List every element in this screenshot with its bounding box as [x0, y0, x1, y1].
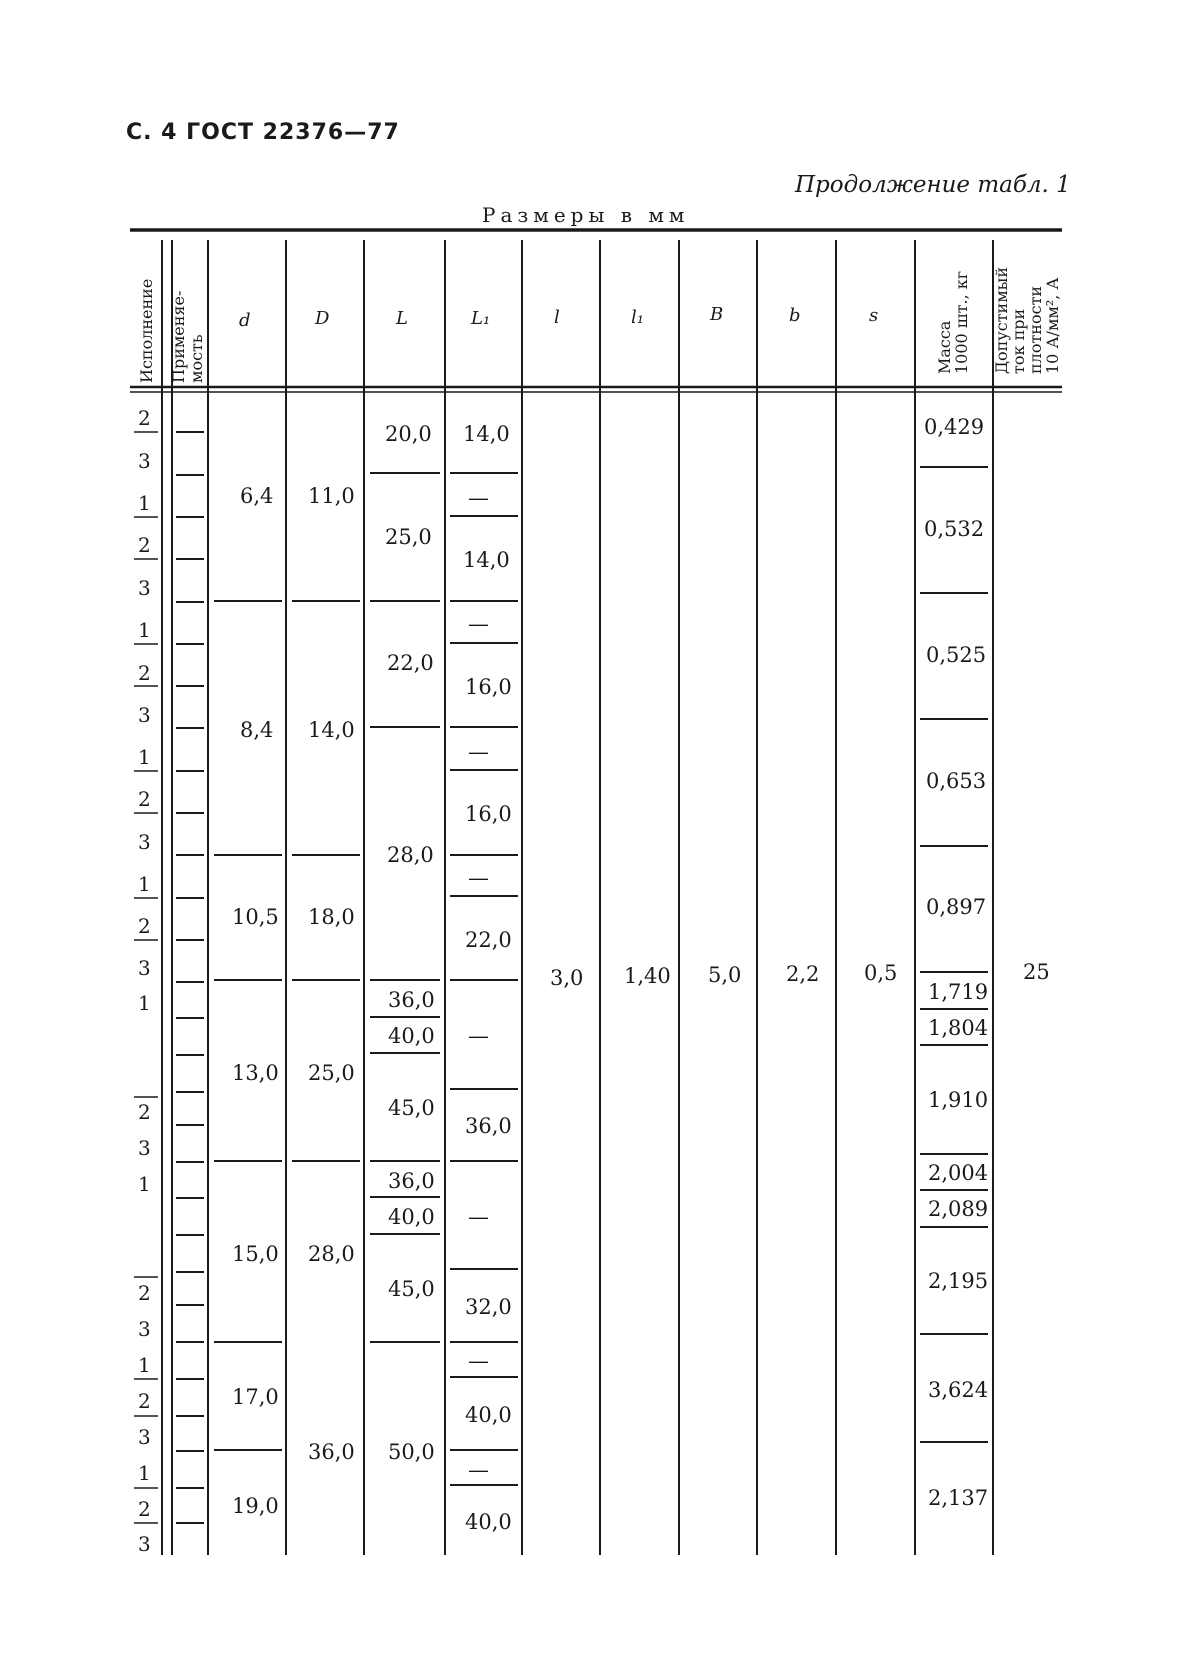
col-header-massa-1: Масса [935, 320, 954, 374]
tok-cell: 25 [1023, 960, 1050, 984]
col-header-tok-1: Допустимый [992, 266, 1011, 374]
ispolnenie-cell: 3 [138, 956, 151, 980]
ispolnenie-cell: 1 [138, 1461, 151, 1485]
ispolnenie-cell: 2 [138, 1497, 151, 1521]
ispolnenie-cell: 2 [138, 406, 151, 430]
col-header-L1: L₁ [471, 308, 491, 329]
B-cell: 5,0 [708, 963, 742, 987]
ispolnenie-cell: 3 [138, 1136, 151, 1160]
b-cell: 2,2 [786, 962, 820, 986]
ispolnenie-cell: 1 [138, 1172, 151, 1196]
ispolnenie-cell: 1 [138, 745, 151, 769]
col-header-primenyaemost-2: мость [187, 334, 206, 383]
ispolnenie-cell: 1 [138, 1353, 151, 1377]
massa-cell: 0,532 [924, 517, 985, 541]
L1-cell: 14,0 [463, 422, 510, 446]
col-header-L: L [396, 308, 408, 329]
L1-cell: 36,0 [465, 1114, 512, 1138]
massa-cell: 1,719 [928, 980, 989, 1004]
ispolnenie-cell: 2 [138, 661, 151, 685]
ispolnenie-cell: 3 [138, 1317, 151, 1341]
ispolnenie-cell: 2 [138, 914, 151, 938]
col-header-primenyaemost-1: Применяе- [169, 290, 188, 383]
L-cell: 22,0 [387, 651, 434, 675]
massa-cell: 0,897 [926, 895, 987, 919]
d-cell: 17,0 [232, 1385, 279, 1409]
ispolnenie-cell: 2 [138, 787, 151, 811]
D-cell: 28,0 [308, 1242, 355, 1266]
col-header-tok-2: ток при [1009, 308, 1028, 374]
ispolnenie-cell: 3 [138, 1425, 151, 1449]
L1-cell: — [468, 866, 489, 890]
D-cell: 25,0 [308, 1061, 355, 1085]
col-header-ispolnenie: Исполнение [137, 278, 156, 383]
D-cell: 11,0 [308, 484, 355, 508]
s-cell: 0,5 [864, 961, 898, 985]
ispolnenie-cell: 3 [138, 703, 151, 727]
massa-cell: 0,653 [926, 769, 987, 793]
L1-cell: 32,0 [465, 1295, 512, 1319]
d-cell: 15,0 [232, 1242, 279, 1266]
L-cell: 50,0 [388, 1440, 435, 1464]
L1-cell: — [468, 1024, 489, 1048]
D-cell: 14,0 [308, 718, 355, 742]
massa-cell: 1,910 [928, 1088, 989, 1112]
col-header-l: l [554, 307, 560, 328]
D-cell: 18,0 [308, 905, 355, 929]
L1-cell: — [468, 612, 489, 636]
ispolnenie-cell: 3 [138, 1532, 151, 1556]
ispolnenie-cell: 3 [138, 449, 151, 473]
d-cell: 6,4 [240, 484, 274, 508]
ispolnenie-cell: 2 [138, 533, 151, 557]
L-cell: 40,0 [388, 1024, 435, 1048]
ispolnenie-cell: 3 [138, 830, 151, 854]
L1-cell: 40,0 [465, 1510, 512, 1534]
l-cell: 3,0 [550, 966, 584, 990]
massa-cell: 2,195 [928, 1269, 989, 1293]
L-cell: 36,0 [388, 988, 435, 1012]
L-cell: 45,0 [388, 1096, 435, 1120]
col-header-s: s [869, 305, 879, 326]
massa-cell: 0,525 [926, 643, 987, 667]
L1-cell: 14,0 [463, 548, 510, 572]
L1-cell: — [468, 1458, 489, 1482]
ispolnenie-cell: 2 [138, 1100, 151, 1124]
ispolnenie-cell: 2 [138, 1281, 151, 1305]
d-cell: 8,4 [240, 718, 274, 742]
col-header-b: b [789, 305, 801, 326]
ispolnenie-cell: 1 [138, 991, 151, 1015]
ispolnenie-cell: 2 [138, 1389, 151, 1413]
ispolnenie-cell: 1 [138, 618, 151, 642]
table-continuation-label: Продолжение табл. 1 [795, 172, 1071, 198]
L-cell: 28,0 [387, 843, 434, 867]
d-cell: 13,0 [232, 1061, 279, 1085]
massa-cell: 3,624 [928, 1378, 989, 1402]
L1-cell: 16,0 [465, 802, 512, 826]
massa-cell: 1,804 [928, 1016, 989, 1040]
D-cell: 36,0 [308, 1440, 355, 1464]
L1-cell: — [468, 486, 489, 510]
col-header-tok-3: плотности [1026, 285, 1045, 374]
l1-cell: 1,40 [624, 964, 671, 988]
massa-cell: 2,137 [928, 1486, 989, 1510]
L1-cell: 22,0 [465, 928, 512, 952]
L-cell: 25,0 [385, 525, 432, 549]
page-header: С. 4 ГОСТ 22376—77 [126, 120, 400, 145]
L1-cell: — [468, 1205, 489, 1229]
col-header-l1: l₁ [631, 307, 644, 328]
units-caption: Размеры в мм [482, 203, 690, 227]
col-header-tok-4: 10 А/мм², А [1043, 277, 1062, 374]
L-cell: 36,0 [388, 1169, 435, 1193]
L-cell: 45,0 [388, 1277, 435, 1301]
massa-cell: 2,004 [928, 1161, 989, 1185]
d-cell: 19,0 [232, 1494, 279, 1518]
ispolnenie-cell: 1 [138, 491, 151, 515]
col-header-D: D [315, 308, 330, 329]
col-header-d: d [239, 310, 251, 331]
L1-cell: 40,0 [465, 1403, 512, 1427]
d-cell: 10,5 [232, 905, 279, 929]
massa-cell: 2,089 [928, 1197, 989, 1221]
L1-cell: — [468, 1349, 489, 1373]
L-cell: 40,0 [388, 1205, 435, 1229]
ispolnenie-cell: 3 [138, 576, 151, 600]
L-cell: 20,0 [385, 422, 432, 446]
L1-cell: 16,0 [465, 675, 512, 699]
col-header-massa-2: 1000 шт., кг [952, 270, 971, 374]
col-header-B: B [710, 304, 724, 325]
ispolnenie-cell: 1 [138, 872, 151, 896]
L1-cell: — [468, 740, 489, 764]
massa-cell: 0,429 [924, 415, 985, 439]
